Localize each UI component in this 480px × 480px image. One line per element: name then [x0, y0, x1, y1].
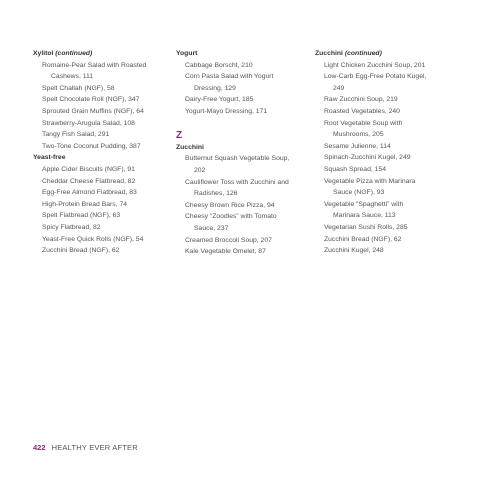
index-entry: Zucchini Kugel, 248 [324, 247, 384, 255]
index-entry: Yeast-Free Quick Rolls (NGF), 54 [42, 235, 144, 243]
index-entry: Spelt Chocolate Roll (NGF), 347 [42, 96, 140, 104]
index-entry-continuation: 202 [194, 166, 206, 174]
index-entry: Light Chicken Zucchini Soup, 201 [324, 61, 426, 69]
index-entry: Strawberry-Arugula Salad, 108 [42, 119, 135, 127]
index-entry: Kale Vegetable Omelet, 87 [185, 248, 266, 256]
index-entry-continuation: Sauce (NGF), 93 [333, 189, 385, 197]
index-entry: Vegetable “Spaghetti” with [324, 200, 404, 208]
continued-label: (continued) [344, 50, 382, 57]
index-entry: Dairy-Free Yogurt, 185 [185, 96, 254, 104]
index-entry: Spelt Challah (NGF), 58 [42, 84, 115, 92]
index-entry: Cabbage Borscht, 210 [185, 61, 253, 69]
index-heading-yogurt: Yogurt [176, 50, 198, 57]
index-entry: Zucchini Bread (NGF), 62 [42, 247, 120, 255]
index-entry: Apple Cider Biscuits (NGF), 91 [42, 165, 135, 173]
index-entry: Squash Spread, 154 [324, 165, 386, 173]
index-entry: Raw Zucchini Soup, 219 [324, 96, 398, 104]
index-entry: Butternut Squash Vegetable Soup, [185, 155, 290, 163]
page-number: 422 [33, 443, 46, 452]
index-heading-zucchini: Zucchini [176, 143, 204, 151]
index-entry: Zucchini Bread (NGF), 62 [324, 235, 402, 243]
index-entry: Corn Pasta Salad with Yogurt [185, 73, 274, 81]
index-entry: High-Protein Bread Bars, 74 [42, 200, 128, 208]
index-entry: Tangy Fish Salad, 291 [42, 131, 110, 139]
index-entry: Creamed Broccoli Soup, 207 [185, 236, 272, 244]
index-entry-continuation: Radishes, 126 [194, 190, 238, 198]
index-entry: Cheesy “Zoodles” with Tomato [185, 213, 277, 221]
index-entry-continuation: Dressing, 129 [194, 84, 236, 92]
index-column-1 [33, 48, 173, 257]
index-entry: Romaine-Pear Salad with Roasted [42, 61, 147, 69]
index-entry: Yogurt-Mayo Dressing, 171 [185, 107, 268, 115]
index-entry: Two-Tone Coconut Pudding, 387 [42, 142, 141, 150]
index-entry-continuation: Cashews, 111 [51, 73, 94, 81]
spacer [176, 118, 311, 130]
index-entry-continuation: Mushrooms, 205 [333, 131, 384, 139]
index-entry: Spinach-Zucchini Kugel, 249 [324, 154, 411, 162]
index-entry: Vegetarian Sushi Rolls, 285 [324, 223, 408, 231]
index-entry-continuation: Sauce, 237 [194, 224, 229, 232]
index-entry: Spicy Flatbread, 82 [42, 223, 101, 231]
index-heading-yeast-free: Yeast-free [33, 154, 66, 162]
index-entry: Root Vegetable Soup with [324, 119, 403, 127]
index-entry: Vegetable Pizza with Marinara [324, 177, 416, 185]
index-entry: Egg-Free Almond Flatbread, 83 [42, 189, 137, 197]
index-entry-continuation: Marinara Sauce, 113 [333, 212, 396, 220]
index-entry: Cheddar Cheese Flatbread, 82 [42, 177, 136, 185]
heading-text: Xylitol [33, 50, 54, 57]
index-entry: Cauliflower Toss with Zucchini and [185, 178, 289, 186]
index-entry: Sesame Julienne, 114 [324, 142, 391, 150]
index-heading-zucchini-continued [315, 48, 455, 60]
index-column-3 [315, 48, 455, 257]
index-entry-continuation: 249 [333, 84, 345, 92]
page-footer [33, 443, 138, 452]
index-heading-xylitol [33, 48, 173, 60]
index-entry: Cheesy Brown Rice Pizza, 94 [185, 201, 275, 209]
heading-text: Zucchini [315, 50, 343, 57]
index-entry: Spelt Flatbread (NGF), 63 [42, 212, 121, 220]
continued-label: (continued) [55, 50, 93, 57]
book-title: HEALTHY EVER AFTER [51, 443, 138, 452]
index-entry: Low-Carb Egg-Free Potato Kugel, [324, 73, 427, 81]
index-column-2 [176, 48, 311, 258]
index-entry: Roasted Vegetables, 240 [324, 107, 400, 115]
index-entry: Sprouted Grain Muffins (NGF), 64 [42, 107, 144, 115]
section-letter-z: Z [176, 130, 183, 142]
